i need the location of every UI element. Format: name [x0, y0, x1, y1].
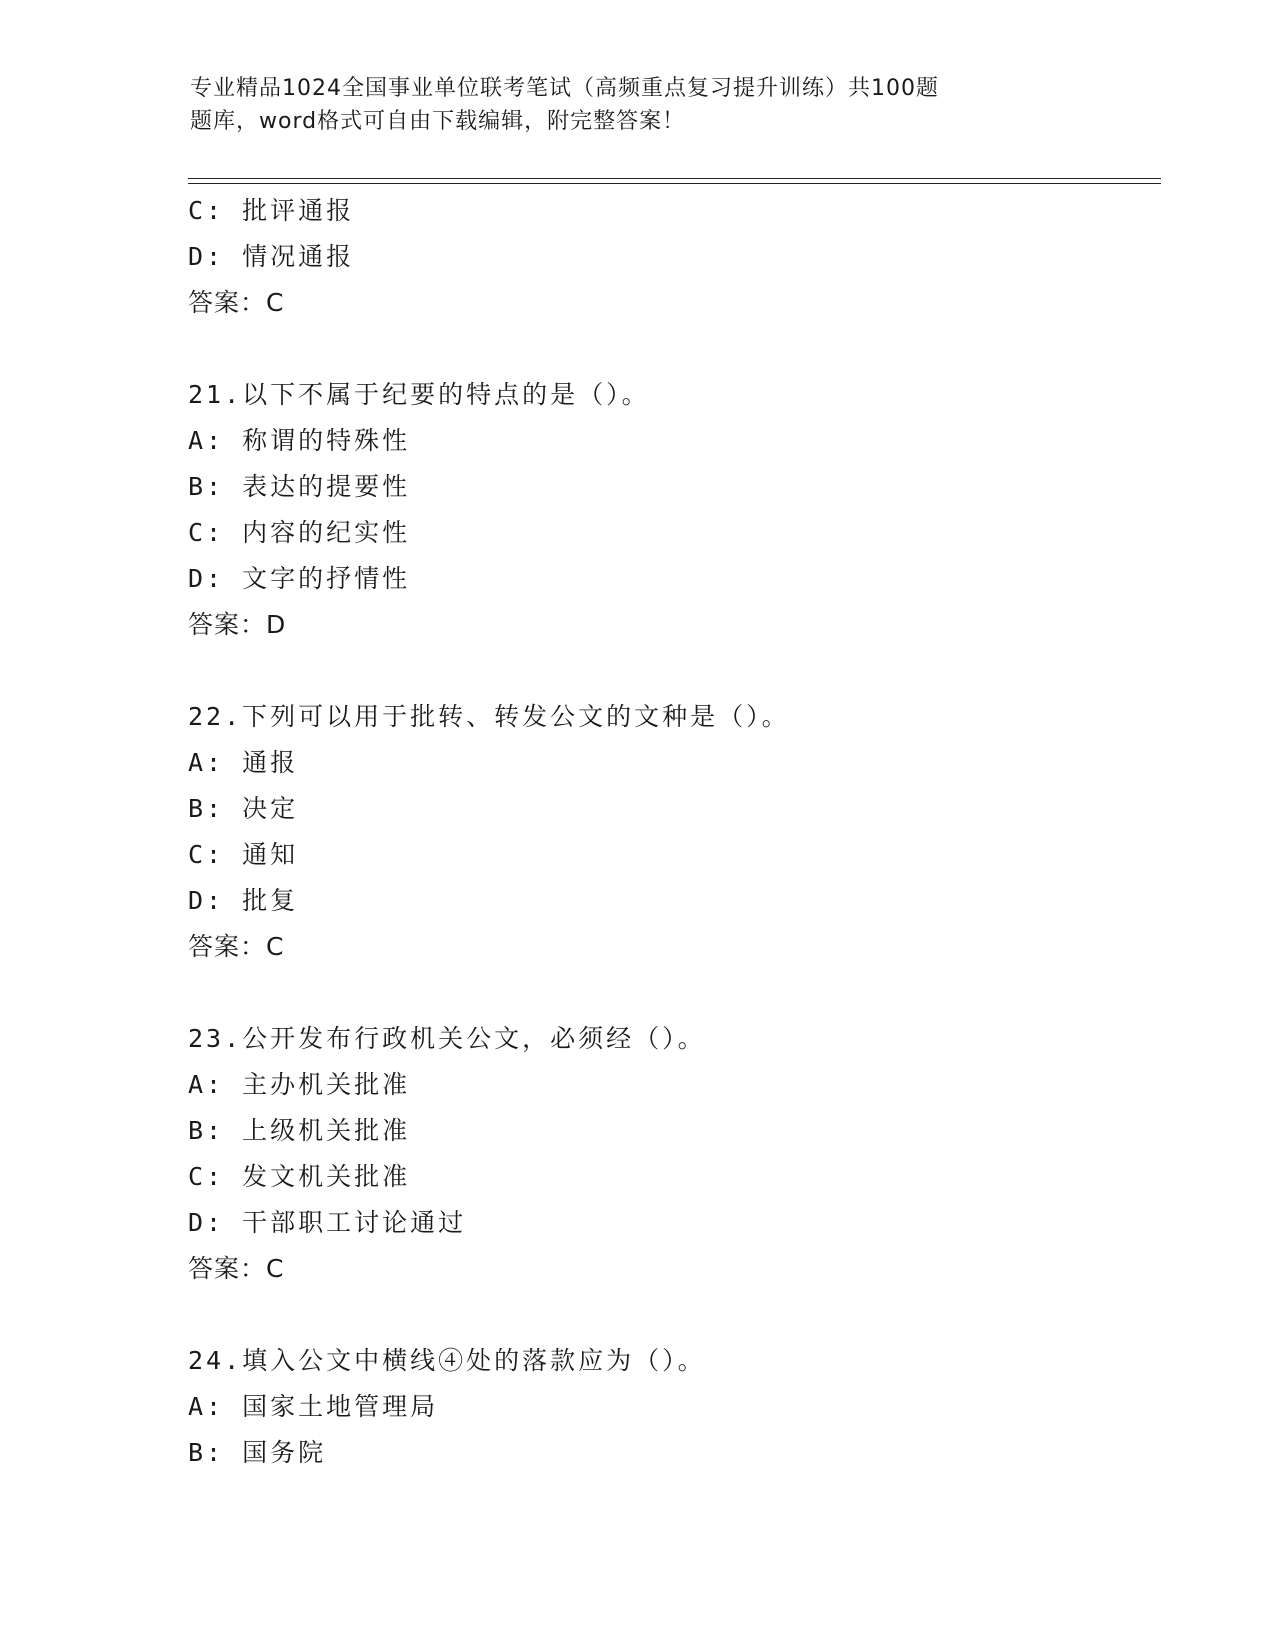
answer-line: 答案：C: [188, 1254, 285, 1283]
option-key: D:: [188, 242, 225, 271]
option-key: A:: [188, 426, 225, 455]
option-key: A:: [188, 1070, 225, 1099]
option-key: B:: [188, 1116, 225, 1145]
header-line-1: 专业精品1024全国事业单位联考笔试（高频重点复习提升训练）共100题: [190, 76, 939, 101]
option-text: 上级机关批准: [242, 1116, 411, 1145]
option-c: [188, 188, 1148, 234]
option-text: 国家土地管理局: [242, 1392, 439, 1421]
option-key: B:: [188, 794, 225, 823]
option-key: A:: [188, 748, 225, 777]
spacer: [188, 326, 1148, 372]
header-divider: [188, 178, 1161, 184]
option-a: [188, 418, 1148, 464]
option-text: 干部职工讨论通过: [242, 1208, 467, 1237]
option-key: C:: [188, 1162, 225, 1191]
answer-line: 答案：C: [188, 288, 285, 317]
option-d: [188, 878, 1148, 924]
option-key: D:: [188, 886, 225, 915]
option-d: [188, 556, 1148, 602]
spacer: [188, 970, 1148, 1016]
question-stem: 22.下列可以用于批转、转发公文的文种是（）。: [188, 702, 790, 731]
option-a: [188, 1062, 1148, 1108]
document-header: [190, 72, 1010, 138]
option-key: D:: [188, 1208, 225, 1237]
option-text: 批复: [242, 886, 299, 915]
option-text: 表达的提要性: [242, 472, 411, 501]
option-b: [188, 1430, 1148, 1476]
question-stem: 21.以下不属于纪要的特点的是（）。: [188, 380, 650, 409]
option-c: [188, 510, 1148, 556]
option-text: 情况通报: [242, 242, 355, 271]
option-key: B:: [188, 472, 225, 501]
answer-line: 答案：D: [188, 610, 287, 639]
option-b: [188, 1108, 1148, 1154]
spacer: [188, 1292, 1148, 1338]
option-text: 内容的纪实性: [242, 518, 411, 547]
option-a: [188, 1384, 1148, 1430]
answer-line: 答案：C: [188, 932, 285, 961]
option-text: 发文机关批准: [242, 1162, 411, 1191]
option-text: 批评通报: [242, 196, 355, 225]
option-text: 主办机关批准: [242, 1070, 411, 1099]
option-text: 通知: [242, 840, 299, 869]
option-c: [188, 1154, 1148, 1200]
option-key: A:: [188, 1392, 225, 1421]
question-stem: 23.公开发布行政机关公文，必须经（）。: [188, 1024, 706, 1053]
option-text: 称谓的特殊性: [242, 426, 411, 455]
question-stem: 24.填入公文中横线④处的落款应为（）。: [188, 1346, 706, 1375]
option-d: [188, 1200, 1148, 1246]
option-text: 通报: [242, 748, 299, 777]
option-key: B:: [188, 1438, 225, 1467]
option-key: C:: [188, 196, 225, 225]
option-d: [188, 234, 1148, 280]
option-b: [188, 464, 1148, 510]
option-text: 国务院: [242, 1438, 327, 1467]
option-text: 决定: [242, 794, 299, 823]
spacer: [188, 648, 1148, 694]
option-b: [188, 786, 1148, 832]
option-c: [188, 832, 1148, 878]
question-list: [188, 188, 1148, 1476]
option-text: 文字的抒情性: [242, 564, 411, 593]
option-key: C:: [188, 840, 225, 869]
option-key: D:: [188, 564, 225, 593]
option-key: C:: [188, 518, 225, 547]
header-line-2: 题库，word格式可自由下载编辑，附完整答案！: [190, 109, 686, 134]
option-a: [188, 740, 1148, 786]
